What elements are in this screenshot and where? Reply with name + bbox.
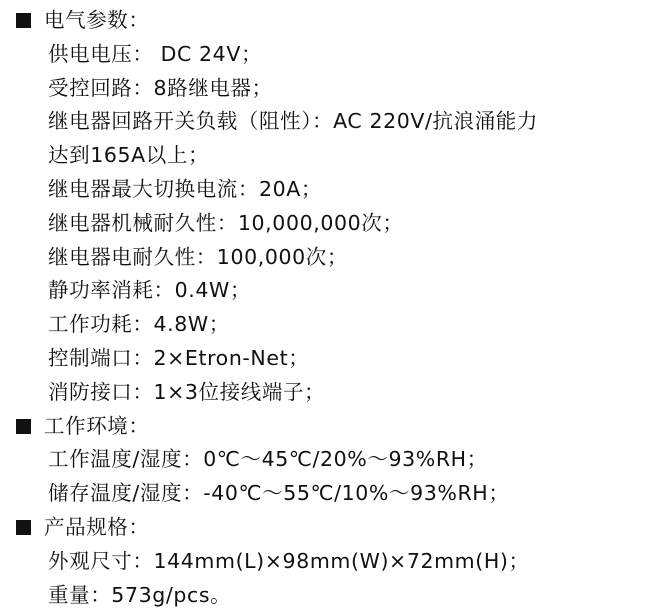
section-heading-text: 工作环境： (44, 413, 150, 438)
spec-item: 储存温度/湿度：-40℃～55℃/10%～93%RH； (48, 481, 510, 506)
section-heading-specification (0, 511, 664, 545)
section-heading-text: 产品规格： (44, 514, 150, 539)
square-bullet-icon (16, 13, 31, 28)
spec-item: 消防接口：1×3位接线端子； (48, 379, 326, 404)
spec-item: 静功率消耗：0.4W； (48, 278, 251, 303)
spec-item: 控制端口：2×Etron-Net； (48, 345, 310, 370)
spec-item: 重量：573g/pcs。 (48, 582, 232, 607)
spec-item: 外观尺寸：144mm(L)×98mm(W)×72mm(H)； (48, 548, 530, 573)
spec-item: 受控回路：8路继电器； (48, 75, 273, 100)
spec-item: 工作功耗：4.8W； (48, 312, 230, 337)
spec-item: 达到165A以上； (48, 143, 210, 168)
square-bullet-icon (16, 520, 31, 535)
spec-item: 继电器回路开关负载（阻性）：AC 220V/抗浪涌能力 (48, 109, 539, 134)
square-bullet-icon (16, 419, 31, 434)
spec-item: 供电电压： DC 24V； (48, 41, 263, 66)
section-heading-environment (0, 410, 664, 444)
section-heading-electrical (0, 4, 664, 38)
spec-item: 继电器机械耐久性：10,000,000次； (48, 210, 404, 235)
section-heading-text: 电气参数： (44, 8, 150, 32)
spec-item: 继电器最大切换电流：20A； (48, 176, 323, 201)
spec-document (0, 4, 664, 612)
spec-item: 继电器电耐久性：100,000次； (48, 244, 348, 269)
spec-item: 工作温度/湿度：0℃～45℃/20%～93%RH； (48, 447, 488, 472)
